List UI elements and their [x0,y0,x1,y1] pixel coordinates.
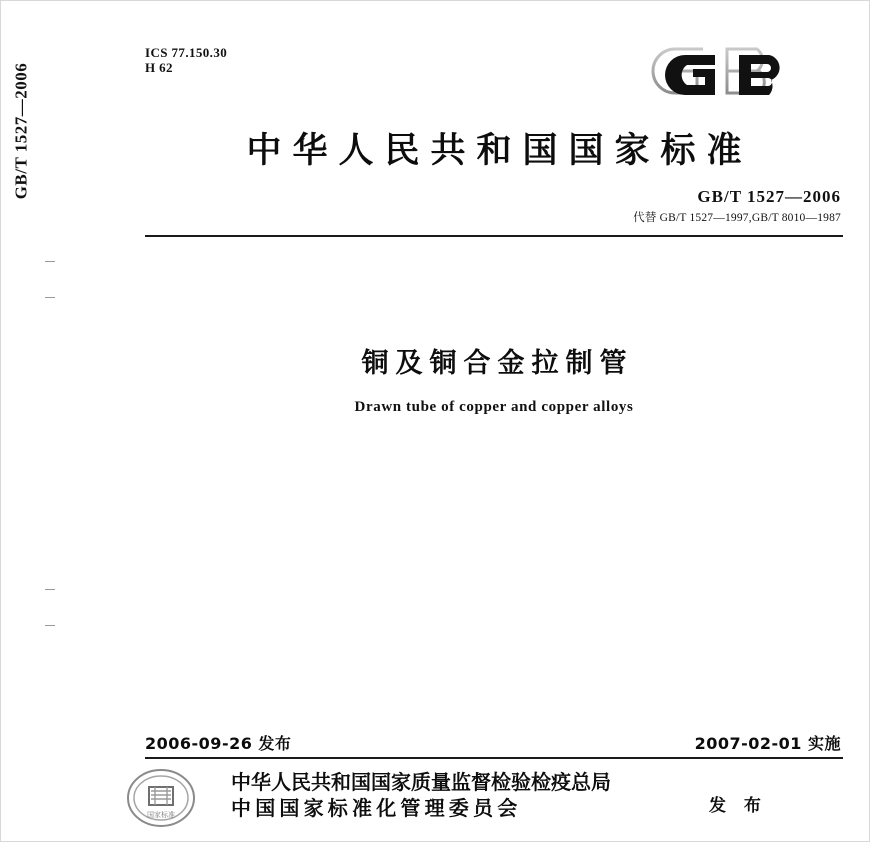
document-title-english: Drawn tube of copper and copper alloys [354,399,634,415]
issuer-line-1: 中华人民共和国国家质量监督检验检疫总局 [231,770,611,794]
header-divider [145,235,843,237]
effective-date: 2007-02-01 实施 [694,734,841,753]
footer-divider [145,757,843,759]
fold-mark-3 [45,589,55,590]
fold-mark-4 [45,625,55,626]
page-title: 中华人民共和国国家标准 [246,131,753,171]
spine-label [7,31,35,261]
issuer-line-2: 中国国家标准化管理委员会 [231,796,522,820]
issuing-authorities [231,769,611,821]
ics-code: ICS 77.150.30 [145,45,228,60]
svg-text:国家标准: 国家标准 [147,811,175,819]
standard-replaces: 代替 GB/T 1527—1997,GB/T 8010—1987 [633,212,841,224]
ics-classification [145,45,227,75]
national-emblem-seal-icon [125,767,197,829]
document-title-chinese: 铜及铜合金拉制管 [361,348,634,379]
issue-date: 2006-09-26 发布 [145,734,292,753]
cover-content [131,1,857,842]
standard-number: GB/T 1527—2006 [697,187,841,206]
fold-mark-1 [45,261,55,262]
ccs-code: H 62 [145,60,173,75]
gb-logo-icon [641,33,841,105]
publish-label: 发 布 [709,796,767,816]
fold-mark-2 [45,297,55,298]
spine-standard-number: GB/T 1527—2006 [11,62,31,200]
